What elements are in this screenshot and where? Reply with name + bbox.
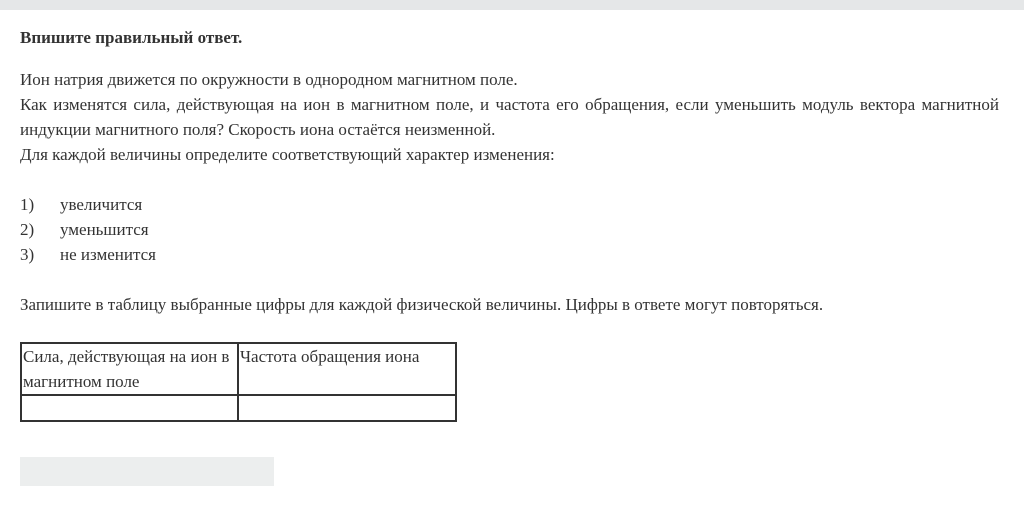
option-label: не изменится: [60, 245, 156, 264]
header-frequency: Частота обращения иона: [238, 343, 456, 395]
option-number: 2): [20, 220, 35, 239]
answer-input-force[interactable]: [22, 396, 237, 420]
table-instruction: Запишите в таблицу выбранные цифры для каждой физической величины. Цифры в ответе могут повторяться.: [20, 295, 824, 314]
question-line-2: Как изменятся сила, действующая на ион в магнитном поле, и частота его обращения, если уменьшить модуль вектора магнитной индукции магнитного поля? Скорость иона остаётся неизменной.: [20, 95, 999, 139]
option-number: 3): [20, 245, 35, 264]
task-instruction: Впишите правильный ответ.: [20, 28, 243, 47]
top-bar: [0, 0, 1024, 10]
answer-input-frequency[interactable]: [239, 396, 455, 420]
task-container: [20, 28, 999, 422]
option-label: увеличится: [60, 195, 143, 214]
option-item: [20, 217, 999, 242]
options-list: [20, 192, 999, 267]
option-number: 1): [20, 195, 35, 214]
question-line-1: Ион натрия движется по окружности в однородном магнитном поле.: [20, 70, 518, 89]
submit-button[interactable]: [20, 457, 274, 486]
table-answer-row: [21, 395, 456, 421]
option-label: уменьшится: [60, 220, 149, 239]
header-force: Сила, действующая на ион в магнитном поле: [21, 343, 238, 395]
answer-cell-frequency: [238, 395, 456, 421]
option-item: [20, 192, 999, 217]
question-line-3: Для каждой величины определите соответствующий характер изменения:: [20, 145, 555, 164]
option-item: [20, 242, 999, 267]
answer-cell-force: [21, 395, 238, 421]
answer-table: [20, 342, 457, 422]
table-header-row: [21, 343, 456, 395]
